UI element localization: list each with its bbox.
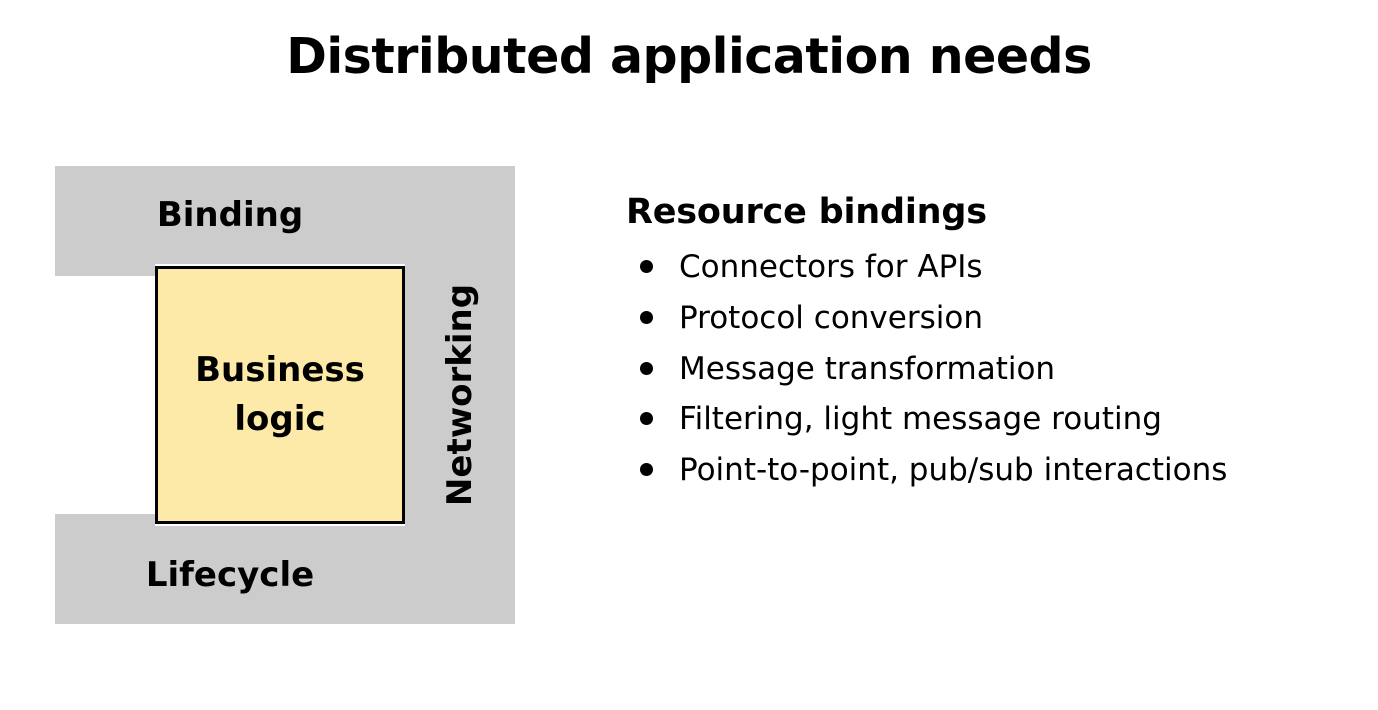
page-title: Distributed application needs xyxy=(286,28,1092,85)
list-item-label: Filtering, light message routing xyxy=(679,401,1162,438)
list-item xyxy=(626,248,1346,287)
list-item-label: Protocol conversion xyxy=(679,299,983,336)
bullet-dot-icon xyxy=(640,463,653,476)
frame-left-stub-bottom xyxy=(55,514,155,526)
bullet-dot-icon xyxy=(640,260,653,273)
bullet-dot-icon xyxy=(640,362,653,375)
bullet-dot-icon xyxy=(640,412,653,425)
list-item-label: Connectors for APIs xyxy=(679,249,983,285)
binding-label: Binding xyxy=(156,195,304,235)
list-item xyxy=(626,451,1346,490)
networking-label xyxy=(405,264,515,526)
section-heading: Resource bindings xyxy=(626,192,987,232)
bullet-list xyxy=(626,248,1346,490)
networking-label-text: Networking xyxy=(440,283,480,507)
business-logic-line-2: logic xyxy=(234,399,326,439)
lifecycle-label: Lifecycle xyxy=(145,555,315,595)
list-item xyxy=(626,350,1346,389)
frame-left-stub-top xyxy=(55,264,155,276)
resource-bindings-section xyxy=(626,192,1346,502)
bullet-dot-icon xyxy=(640,311,653,324)
business-logic-box xyxy=(155,266,405,524)
list-item xyxy=(626,299,1346,338)
list-item-label: Point-to-point, pub/sub interactions xyxy=(679,452,1228,488)
list-item-label: Message transformation xyxy=(679,350,1056,387)
list-item xyxy=(626,400,1346,439)
business-logic-line-1: Business xyxy=(195,349,365,390)
architecture-diagram xyxy=(55,166,515,624)
